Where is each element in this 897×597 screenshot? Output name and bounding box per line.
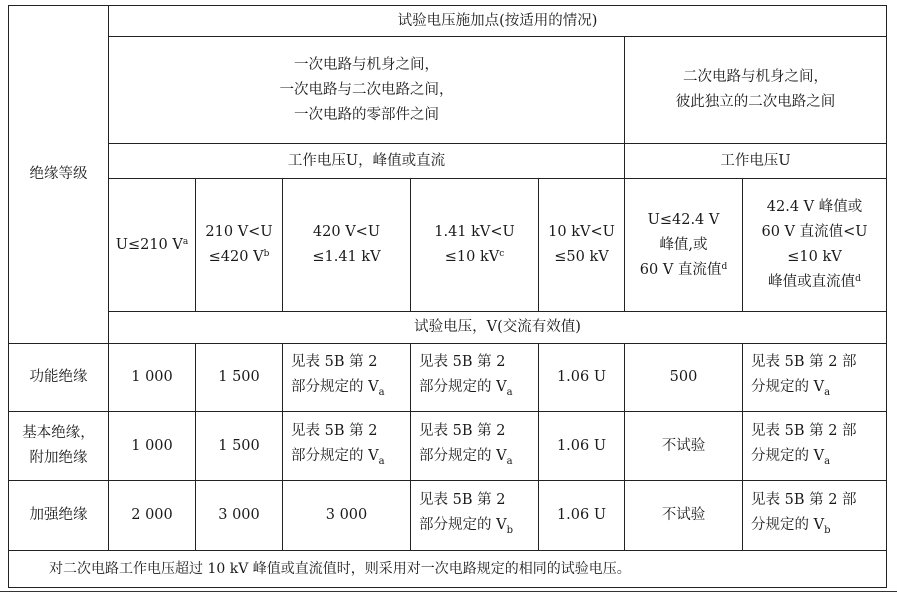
table-cell: 见表 5B 第 2 部 分规定的 $V_a$ xyxy=(743,344,887,412)
table-row xyxy=(9,344,887,412)
table-cell: 见表 5B 第 2 部 分规定的 $V_b$ xyxy=(743,481,887,551)
row-label: 加强绝缘 xyxy=(9,481,109,551)
table-cell: 1 000 xyxy=(109,412,196,481)
voltage-range-1: U≤210 $V^a$ xyxy=(109,179,196,312)
voltage-range-2: 210 V<U ≤420 $V^b$ xyxy=(196,179,283,312)
test-voltage-apply-header: 试验电压施加点(按适用的情况) xyxy=(109,6,887,37)
table-cell: 见表 5B 第 2 部分规定的 $V_a$ xyxy=(411,344,539,412)
voltage-range-6: U≤42.4 V 峰值,或 60 V 直流值$^d$ xyxy=(625,179,743,312)
table-cell: 见表 5B 第 2 部分规定的 $V_a$ xyxy=(283,412,411,481)
table-cell: 3 000 xyxy=(283,481,411,551)
table-cell: 不试验 xyxy=(625,412,743,481)
table-row xyxy=(9,481,887,551)
primary-working-voltage-header: 工作电压U，峰值或直流 xyxy=(109,144,625,179)
table-cell: 见表 5B 第 2 部分规定的 $V_a$ xyxy=(283,344,411,412)
table-cell: 1.06 U xyxy=(539,344,625,412)
table-cell: 1.06 U xyxy=(539,481,625,551)
table-cell: 见表 5B 第 2 部 分规定的 $V_a$ xyxy=(743,412,887,481)
voltage-range-5: 10 kV<U ≤50 kV xyxy=(539,179,625,312)
table-cell: 1 500 xyxy=(196,412,283,481)
table-cell: 1 000 xyxy=(109,344,196,412)
table-cell: 500 xyxy=(625,344,743,412)
bottom-divider xyxy=(0,591,897,592)
table-note: 对二次电路工作电压超过 10 kV 峰值或直流值时，则采用对一次电路规定的相同的试验电压。 xyxy=(9,551,887,588)
primary-circuit-group-header: 一次电路与机身之间， 一次电路与二次电路之间， 一次电路的零部件之间 xyxy=(109,37,625,144)
table-cell: 见表 5B 第 2 部分规定的 $V_b$ xyxy=(411,481,539,551)
table-cell: 3 000 xyxy=(196,481,283,551)
voltage-range-7: 42.4 V 峰值或 60 V 直流值<U ≤10 kV 峰值或直流值$^d$ xyxy=(743,179,887,312)
voltage-range-4: 1.41 kV<U ≤10 $kV^c$ xyxy=(411,179,539,312)
test-voltage-table xyxy=(8,5,887,588)
table-cell: 2 000 xyxy=(109,481,196,551)
row-label: 基本绝缘， 附加绝缘 xyxy=(9,412,109,481)
table-cell: 1.06 U xyxy=(539,412,625,481)
secondary-circuit-group-header: 二次电路与机身之间， 彼此独立的二次电路之间 xyxy=(625,37,887,144)
table-cell: 不试验 xyxy=(625,481,743,551)
table-cell: 见表 5B 第 2 部分规定的 $V_a$ xyxy=(411,412,539,481)
table-cell: 1 500 xyxy=(196,344,283,412)
voltage-range-3: 420 V<U ≤1.41 kV xyxy=(283,179,411,312)
secondary-working-voltage-header: 工作电压U xyxy=(625,144,887,179)
row-label: 功能绝缘 xyxy=(9,344,109,412)
test-voltage-unit-header: 试验电压，V(交流有效值) xyxy=(109,312,887,344)
insulation-grade-header: 绝缘等级 xyxy=(9,6,109,344)
table-row xyxy=(9,412,887,481)
